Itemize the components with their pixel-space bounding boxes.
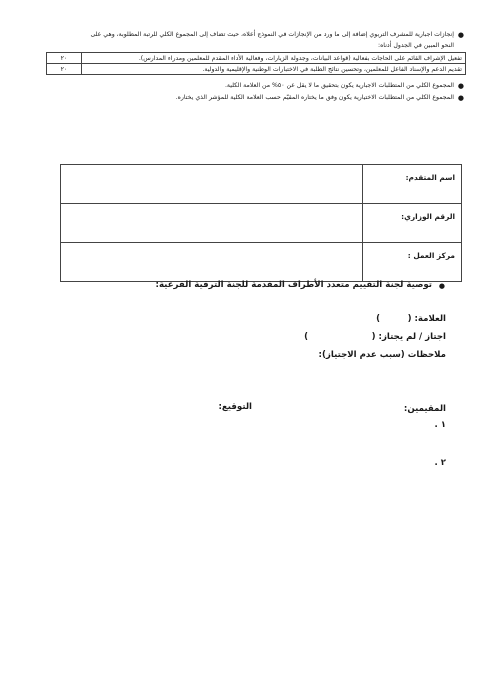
evaluators-label: المقيمين:: [403, 404, 446, 414]
workplace-field[interactable]: [61, 243, 363, 282]
evaluator-item-1: ١ .: [434, 420, 446, 430]
bullet-dot: ●: [457, 31, 464, 39]
grade-close: ): [376, 314, 380, 324]
requirement-text: تقديم الدعم والإسناد الفاعل للمعلمين، وتحسين نتائج الطلبة في الاختبارات الوطنية والإقليمية والدولية.: [82, 64, 466, 75]
pass-label: اجتاز / لم يجتاز: (: [371, 332, 446, 342]
applicant-name-field[interactable]: [61, 165, 363, 204]
signature-label: التوقيع:: [218, 402, 252, 412]
rule-1: المجموع الكلي من المتطلبات الاجبارية يكون بتحقيق ما لا يقل عن ٥٠% من العلامة الكلية.: [224, 82, 454, 89]
table-row: [61, 165, 462, 204]
requirement-score: ٢٠: [47, 53, 82, 64]
pass-close: ): [304, 332, 308, 342]
bullet-dot: ●: [438, 282, 445, 290]
requirement-text: تفعيل الإشراف القائم على الحاجات بفعالية (قواعد البيانات، وجدولة الزيارات، وفعالية الأداء المقدم للمعلمين ومدراء المدارس).: [82, 53, 466, 64]
bullet-dot: ●: [457, 94, 464, 102]
requirements-table: [46, 52, 466, 75]
remarks-label: ملاحظات (سبب عدم الاجتياز):: [318, 350, 446, 360]
grade-label: العلامة: (: [407, 314, 446, 324]
table-row: [61, 243, 462, 282]
applicant-info-table: [60, 164, 462, 282]
bullet-dot: ●: [457, 82, 464, 90]
notes-line-1: إنجازات اجبارية للمشرف التربوي إضافة إلى ما ورد من الإنجازات في النموذج أعلاه، حيث تضاف إلى المجموع الكلي للرتبة المطلوبة، وهي على: [90, 31, 454, 38]
workplace-label: مركز العمل :: [363, 243, 462, 282]
evaluator-item-2: ٢ .: [434, 458, 446, 468]
table-row: [47, 64, 466, 75]
recommendation-heading: توصية لجنة التقييم متعدد الأطراف المقدمة للجنة الترقية الفرعية:: [155, 280, 432, 290]
notes-line-2: النحو المبين في الجدول أدناه:: [377, 42, 454, 49]
rule-2: المجموع الكلي من المتطلبات الاختيارية يكون وفق ما يختاره المقيّم حسب العلامة الكلية للمؤشر الذي يختاره.: [175, 94, 454, 101]
table-row: [47, 53, 466, 64]
requirement-score: ٢٠: [47, 64, 82, 75]
national-id-field[interactable]: [61, 204, 363, 243]
applicant-name-label: اسم المتقدم:: [363, 165, 462, 204]
table-row: [61, 204, 462, 243]
national-id-label: الرقم الوزاري:: [363, 204, 462, 243]
